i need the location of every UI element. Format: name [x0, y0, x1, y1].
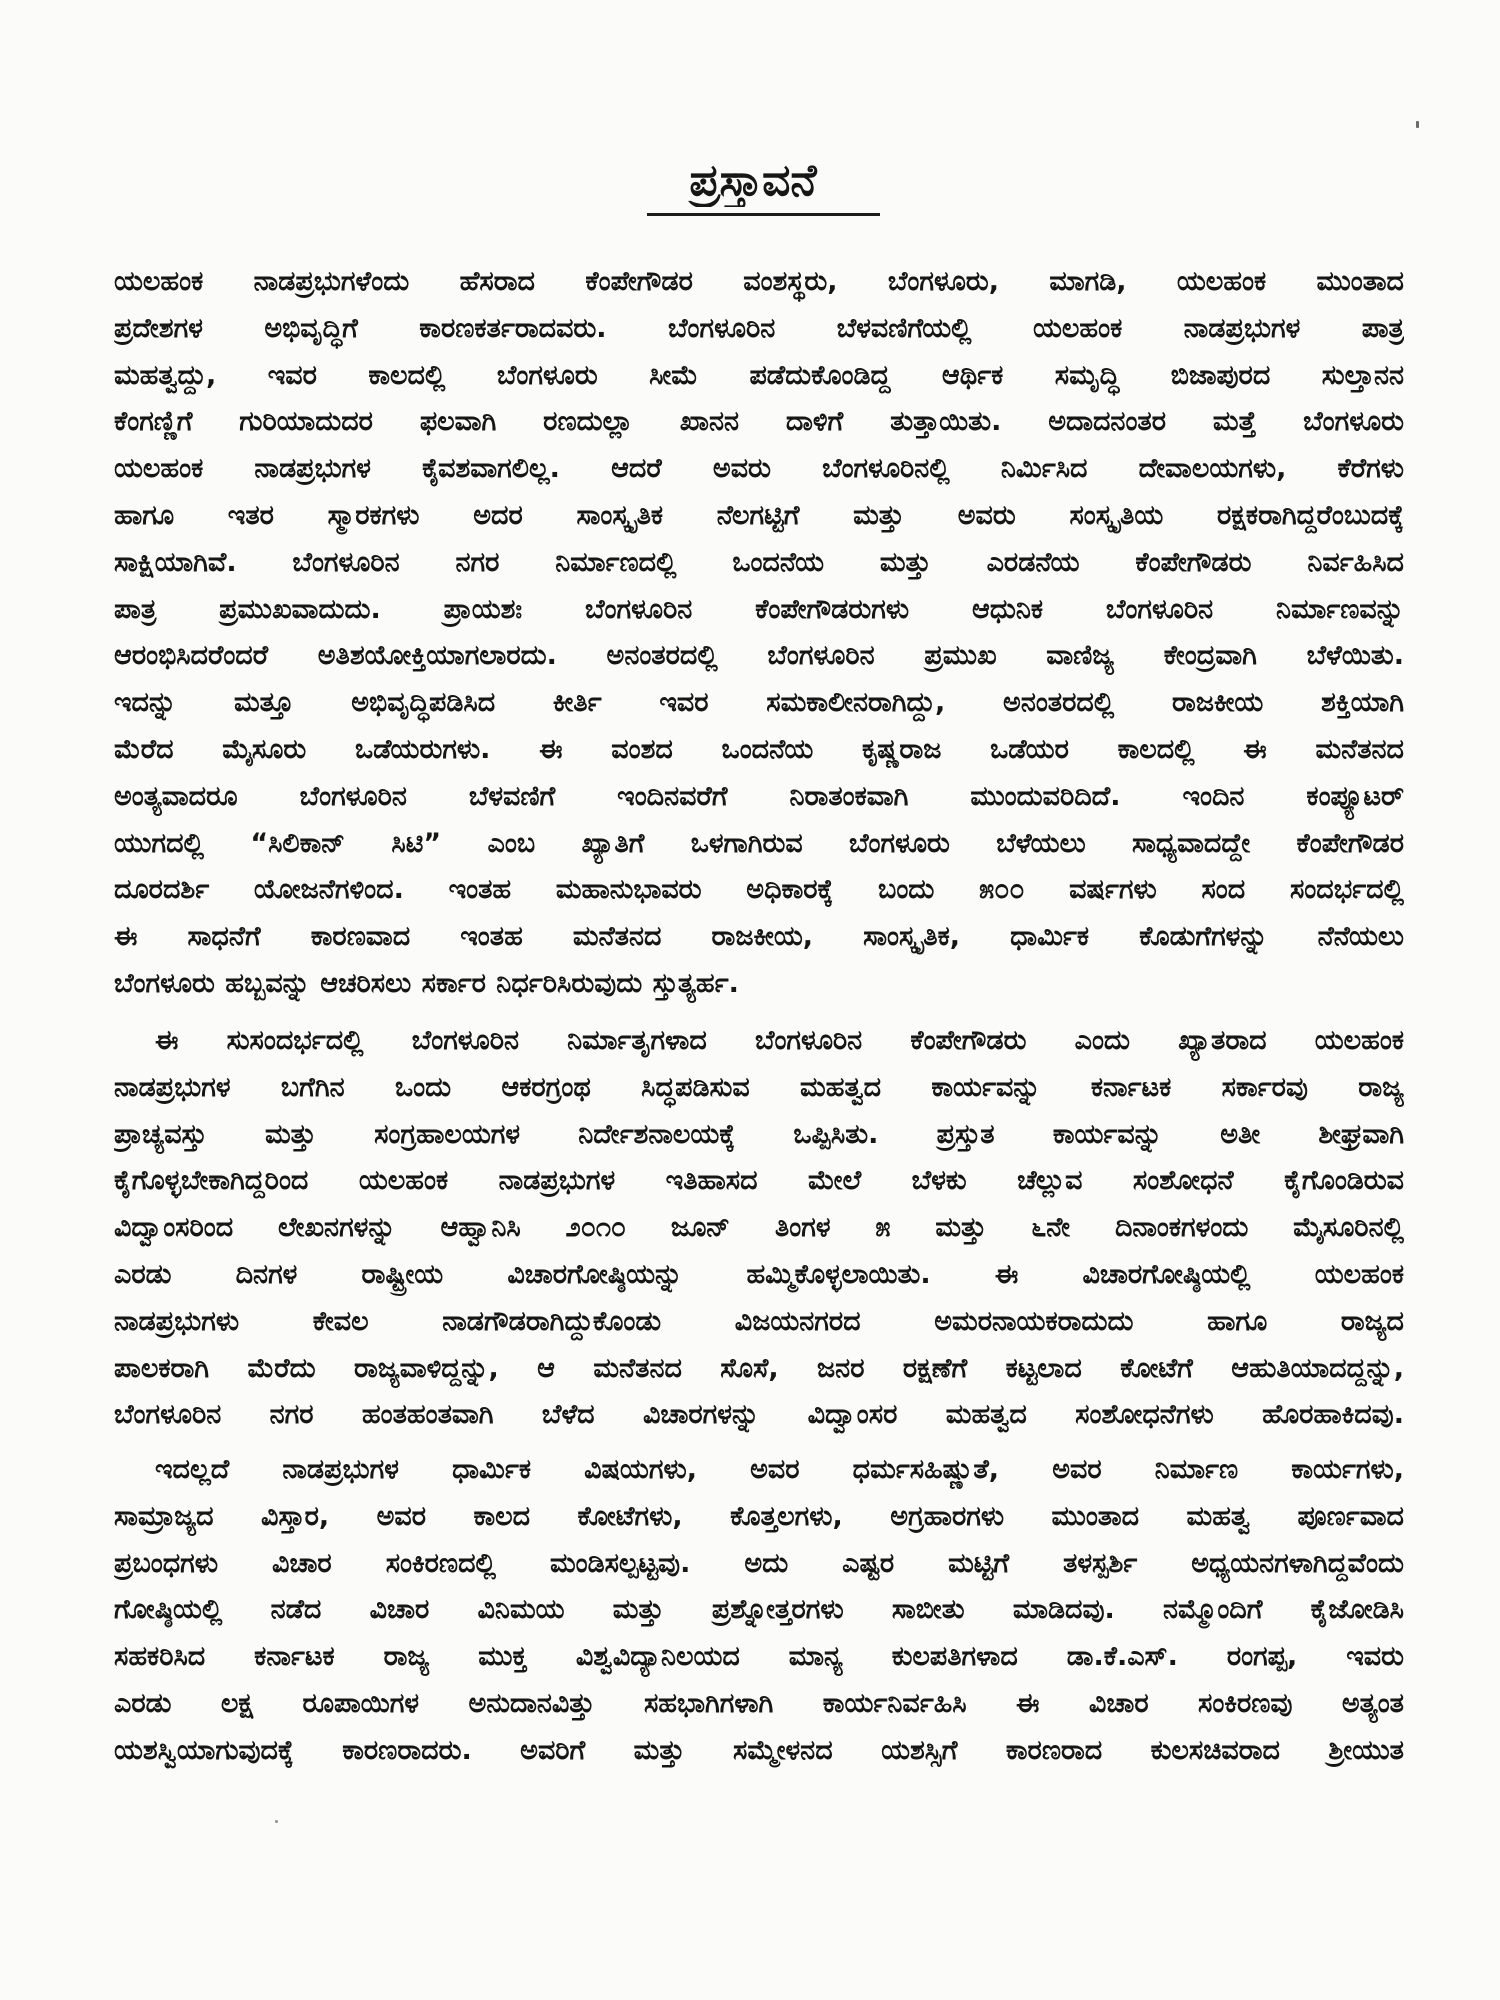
paragraph-2 — [114, 1018, 1404, 1439]
paragraph-line: ಸಹಕರಿಸಿದ ಕರ್ನಾಟಕ ರಾಜ್ಯ ಮುಕ್ತ ವಿಶ್ವವಿದ್ಯಾನಿಲಯದ ಮಾನ್ಯ ಕುಲಪತಿಗಳಾದ ಡಾ.ಕೆ.ಎಸ್. ರಂಗಪ್ಪ, ಇವರು — [114, 1641, 1404, 1673]
paragraph-line: ಮಹತ್ವದ್ದು, ಇವರ ಕಾಲದಲ್ಲಿ ಬೆಂಗಳೂರು ಸೀಮೆ ಪಡೆದುಕೊಂಡಿದ್ದ ಆರ್ಥಿಕ ಸಮೃದ್ಧಿ ಬಿಜಾಪುರದ ಸುಲ್ತಾನನ — [114, 359, 1404, 391]
paragraph-line: ಪಾತ್ರ ಪ್ರಮುಖವಾದುದು. ಪ್ರಾಯಶಃ ಬೆಂಗಳೂರಿನ ಕೆಂಪೇಗೌಡರುಗಳು ಆಧುನಿಕ ಬೆಂಗಳೂರಿನ ನಿರ್ಮಾಣವನ್ನು — [114, 593, 1404, 625]
paragraph-line: ಯುಗದಲ್ಲಿ “ಸಿಲಿಕಾನ್ ಸಿಟಿ” ಎಂಬ ಖ್ಯಾತಿಗೆ ಒಳಗಾಗಿರುವ ಬೆಂಗಳೂರು ಬೆಳೆಯಲು ಸಾಧ್ಯವಾದದ್ದೇ ಕೆಂಪೇಗೌಡರ — [114, 827, 1404, 859]
paragraph-line: ಇದನ್ನು ಮತ್ತೂ ಅಭಿವೃದ್ಧಿಪಡಿಸಿದ ಕೀರ್ತಿ ಇವರ ಸಮಕಾಲೀನರಾಗಿದ್ದು, ಅನಂತರದಲ್ಲಿ ರಾಜಕೀಯ ಶಕ್ತಿಯಾಗಿ — [114, 687, 1404, 719]
paragraph-line: ಇದಲ್ಲದೆ ನಾಡಪ್ರಭುಗಳ ಧಾರ್ಮಿಕ ವಿಷಯಗಳು, ಅವರ ಧರ್ಮಸಹಿಷ್ಣುತೆ, ಅವರ ನಿರ್ಮಾಣ ಕಾರ್ಯಗಳು, — [155, 1454, 1404, 1485]
page-title: ಪ್ರಸ್ತಾವನೆ — [689, 155, 817, 206]
paragraph-line: ಪಾಲಕರಾಗಿ ಮೆರೆದು ರಾಜ್ಯವಾಳಿದ್ದನ್ನು, ಆ ಮನೆತನದ ಸೊಸೆ, ಜನರ ರಕ್ಷಣೆಗೆ ಕಟ್ಟಲಾದ ಕೋಟೆಗೆ ಆಹುತಿಯಾದದ್ದನ್ನು, — [114, 1352, 1404, 1384]
paragraph-line: ಪ್ರದೇಶಗಳ ಅಭಿವೃದ್ಧಿಗೆ ಕಾರಣಕರ್ತರಾದವರು. ಬೆಂಗಳೂರಿನ ಬೆಳವಣಿಗೆಯಲ್ಲಿ ಯಲಹಂಕ ನಾಡಪ್ರಭುಗಳ ಪಾತ್ರ — [114, 312, 1404, 344]
scan-speck — [1416, 121, 1419, 128]
paragraph-line: ಪ್ರಬಂಧಗಳು ವಿಚಾರ ಸಂಕಿರಣದಲ್ಲಿ ಮಂಡಿಸಲ್ಪಟ್ಟವು. ಅದು ಎಷ್ಟರ ಮಟ್ಟಿಗೆ ತಳಸ್ಪರ್ಶಿ ಅಧ್ಯಯನಗಳಾಗಿದ್ದವೆಂದು — [114, 1547, 1404, 1579]
paragraph-line: ದೂರದರ್ಶಿ ಯೋಜನೆಗಳಿಂದ. ಇಂತಹ ಮಹಾನುಭಾವರು ಅಧಿಕಾರಕ್ಕೆ ಬಂದು ೫೦೦ ವರ್ಷಗಳು ಸಂದ ಸಂದರ್ಭದಲ್ಲಿ — [114, 874, 1404, 906]
paragraph-line: ಕೆಂಗಣ್ಣಿಗೆ ಗುರಿಯಾದುದರ ಫಲವಾಗಿ ರಣದುಲ್ಲಾ ಖಾನನ ದಾಳಿಗೆ ತುತ್ತಾಯಿತು. ಅದಾದನಂತರ ಮತ್ತೆ ಬೆಂಗಳೂರು — [114, 406, 1404, 438]
paragraph-line: ನಾಡಪ್ರಭುಗಳು ಕೇವಲ ನಾಡಗೌಡರಾಗಿದ್ದುಕೊಂಡು ವಿಜಯನಗರದ ಅಮರನಾಯಕರಾದುದು ಹಾಗೂ ರಾಜ್ಯದ — [114, 1305, 1404, 1337]
paragraph-line: ಕೈಗೊಳ್ಳಬೇಕಾಗಿದ್ದರಿಂದ ಯಲಹಂಕ ನಾಡಪ್ರಭುಗಳ ಇತಿಹಾಸದ ಮೇಲೆ ಬೆಳಕು ಚೆಲ್ಲುವ ಸಂಶೋಧನೆ ಕೈಗೊಂಡಿರುವ — [114, 1165, 1404, 1197]
paragraph-1 — [114, 259, 1404, 1008]
paragraph-line: ಪ್ರಾಚ್ಯವಸ್ತು ಮತ್ತು ಸಂಗ್ರಹಾಲಯಗಳ ನಿರ್ದೇಶನಾಲಯಕ್ಕೆ ಒಪ್ಪಿಸಿತು. ಪ್ರಸ್ತುತ ಕಾರ್ಯವನ್ನು ಅತೀ ಶೀಘ್ರವಾಗಿ — [114, 1118, 1404, 1150]
paragraph-line: ಯಲಹಂಕ ನಾಡಪ್ರಭುಗಳೆಂದು ಹೆಸರಾದ ಕೆಂಪೇಗೌಡರ ವಂಶಸ್ಥರು, ಬೆಂಗಳೂರು, ಮಾಗಡಿ, ಯಲಹಂಕ ಮುಂತಾದ — [114, 266, 1404, 297]
paragraph-line: ಎರಡು ಲಕ್ಷ ರೂಪಾಯಿಗಳ ಅನುದಾನವಿತ್ತು ಸಹಭಾಗಿಗಳಾಗಿ ಕಾರ್ಯನಿರ್ವಹಿಸಿ ಈ ವಿಚಾರ ಸಂಕಿರಣವು ಅತ್ಯಂತ — [114, 1687, 1404, 1719]
paragraph-line: ಸಾಕ್ಷಿಯಾಗಿವೆ. ಬೆಂಗಳೂರಿನ ನಗರ ನಿರ್ಮಾಣದಲ್ಲಿ ಒಂದನೆಯ ಮತ್ತು ಎರಡನೆಯ ಕೆಂಪೇಗೌಡರು ನಿರ್ವಹಿಸಿದ — [114, 546, 1404, 578]
paragraph-line: ವಿದ್ವಾಂಸರಿಂದ ಲೇಖನಗಳನ್ನು ಆಹ್ವಾನಿಸಿ ೨೦೧೦ ಜೂನ್ ತಿಂಗಳ ೫ ಮತ್ತು ೬ನೇ ದಿನಾಂಕಗಳಂದು ಮೈಸೂರಿನಲ್ಲಿ — [114, 1212, 1404, 1244]
paragraph-line: ಆರಂಭಿಸಿದರೆಂದರೆ ಅತಿಶಯೋಕ್ತಿಯಾಗಲಾರದು. ಅನಂತರದಲ್ಲಿ ಬೆಂಗಳೂರಿನ ಪ್ರಮುಖ ವಾಣಿಜ್ಯ ಕೇಂದ್ರವಾಗಿ ಬೆಳೆಯಿತು. — [114, 640, 1404, 672]
paragraph-line: ಸಾಮ್ರಾಜ್ಯದ ವಿಸ್ತಾರ, ಅವರ ಕಾಲದ ಕೋಟೆಗಳು, ಕೊತ್ತಲಗಳು, ಅಗ್ರಹಾರಗಳು ಮುಂತಾದ ಮಹತ್ವ ಪೂರ್ಣವಾದ — [114, 1500, 1404, 1532]
paragraph-line: ಈ ಸುಸಂದರ್ಭದಲ್ಲಿ ಬೆಂಗಳೂರಿನ ನಿರ್ಮಾತೃಗಳಾದ ಬೆಂಗಳೂರಿನ ಕೆಂಪೇಗೌಡರು ಎಂದು ಖ್ಯಾತರಾದ ಯಲಹಂಕ — [155, 1025, 1404, 1056]
title-underline — [647, 213, 880, 216]
paragraph-line: ಅಂತ್ಯವಾದರೂ ಬೆಂಗಳೂರಿನ ಬೆಳವಣಿಗೆ ಇಂದಿನವರೆಗೆ ನಿರಾತಂಕವಾಗಿ ಮುಂದುವರಿದಿದೆ. ಇಂದಿನ ಕಂಪ್ಯೂಟರ್ — [114, 780, 1404, 812]
paragraph-line: ಗೋಷ್ಠಿಯಲ್ಲಿ ನಡೆದ ವಿಚಾರ ವಿನಿಮಯ ಮತ್ತು ಪ್ರಶ್ನೋತ್ತರಗಳು ಸಾಬೀತು ಮಾಡಿದವು. ನಮ್ಮೊಂದಿಗೆ ಕೈಜೋಡಿಸಿ — [114, 1594, 1404, 1626]
paragraph-line: ಹಾಗೂ ಇತರ ಸ್ಮಾರಕಗಳು ಅದರ ಸಾಂಸ್ಕೃತಿಕ ನೆಲಗಟ್ಟಿಗೆ ಮತ್ತು ಅವರು ಸಂಸ್ಕೃತಿಯ ರಕ್ಷಕರಾಗಿದ್ದರೆಂಬುದಕ್ಕೆ — [114, 499, 1404, 531]
paragraph-line: ಯಶಸ್ವಿಯಾಗುವುದಕ್ಕೆ ಕಾರಣರಾದರು. ಅವರಿಗೆ ಮತ್ತು ಸಮ್ಮೇಳನದ ಯಶಸ್ಸಿಗೆ ಕಾರಣರಾದ ಕುಲಸಚಿವರಾದ ಶ್ರೀಯುತ — [114, 1734, 1404, 1766]
paragraph-line: ಬೆಂಗಳೂರು ಹಬ್ಬವನ್ನು ಆಚರಿಸಲು ಸರ್ಕಾರ ನಿರ್ಧರಿಸಿರುವುದು ಸ್ತುತ್ಯರ್ಹ. — [114, 967, 739, 999]
paragraph-line: ಮೆರೆದ ಮೈಸೂರು ಒಡೆಯರುಗಳು. ಈ ವಂಶದ ಒಂದನೆಯ ಕೃಷ್ಣರಾಜ ಒಡೆಯರ ಕಾಲದಲ್ಲಿ ಈ ಮನೆತನದ — [114, 733, 1404, 765]
paragraph-3 — [114, 1447, 1404, 1775]
paragraph-line: ಎರಡು ದಿನಗಳ ರಾಷ್ಟ್ರೀಯ ವಿಚಾರಗೋಷ್ಠಿಯನ್ನು ಹಮ್ಮಿಕೊಳ್ಳಲಾಯಿತು. ಈ ವಿಚಾರಗೋಷ್ಠಿಯಲ್ಲಿ ಯಲಹಂಕ — [114, 1258, 1404, 1290]
paragraph-line: ನಾಡಪ್ರಭುಗಳ ಬಗೆಗಿನ ಒಂದು ಆಕರಗ್ರಂಥ ಸಿದ್ಧಪಡಿಸುವ ಮಹತ್ವದ ಕಾರ್ಯವನ್ನು ಕರ್ನಾಟಕ ಸರ್ಕಾರವು ರಾಜ್ಯ — [114, 1071, 1404, 1103]
scan-speck — [275, 1820, 278, 1823]
paragraph-line: ಈ ಸಾಧನೆಗೆ ಕಾರಣವಾದ ಇಂತಹ ಮನೆತನದ ರಾಜಕೀಯ, ಸಾಂಸ್ಕೃತಿಕ, ಧಾರ್ಮಿಕ ಕೊಡುಗೆಗಳನ್ನು ನೆನೆಯಲು — [114, 921, 1404, 953]
paragraph-line: ಬೆಂಗಳೂರಿನ ನಗರ ಹಂತಹಂತವಾಗಿ ಬೆಳೆದ ವಿಚಾರಗಳನ್ನು ವಿದ್ವಾಂಸರ ಮಹತ್ವದ ಸಂಶೋಧನೆಗಳು ಹೊರಹಾಕಿದವು. — [114, 1399, 1404, 1431]
paragraph-line: ಯಲಹಂಕ ನಾಡಪ್ರಭುಗಳ ಕೈವಶವಾಗಲಿಲ್ಲ. ಆದರೆ ಅವರು ಬೆಂಗಳೂರಿನಲ್ಲಿ ನಿರ್ಮಿಸಿದ ದೇವಾಲಯಗಳು, ಕೆರೆಗಳು — [114, 453, 1404, 485]
